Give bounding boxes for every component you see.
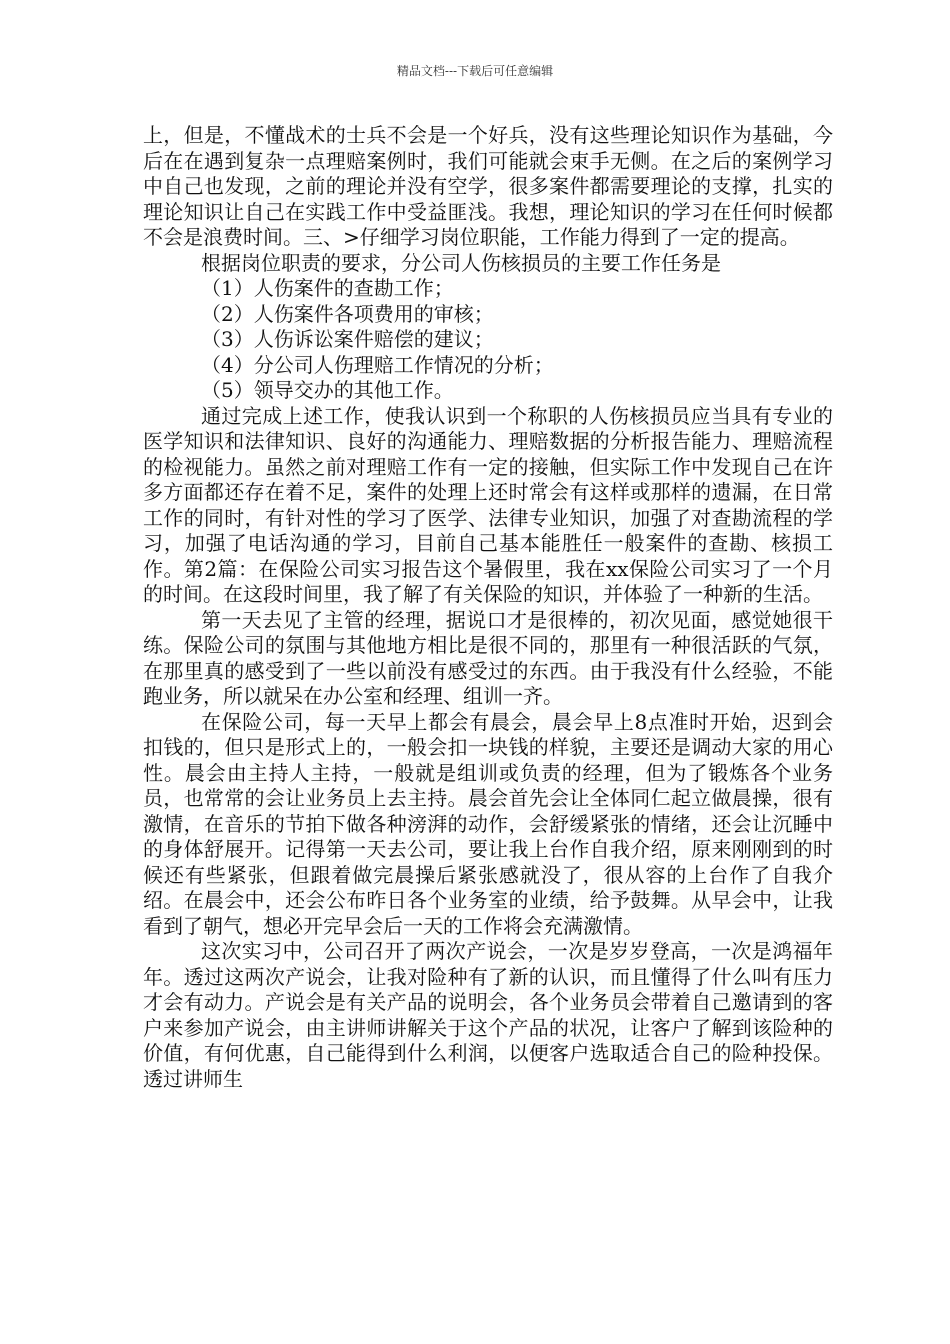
paragraph-3: 通过完成上述工作，使我认识到一个称职的人伤核损员应当具有专业的医学知识和法律知识、良好的沟通能力、理赔数据的分析报告能力、理赔流程的检视能力。虽然之前对理赔工作有一定的接触，但实际工作中发现自己在许多方面都还存在着不足，案件的处理上还时常会有这样或那样的遗漏，在日常工作的同时，有针对性的学习了医学、法律专业知识，加强了对查勘流程的学习，加强了电话沟通的学习，目前自己基本能胜任一般案件的查勘、核损工作。第2篇：在保险公司实习报告这个暑假里，我在xx保险公司实习了一个月的时间。在这段时间里，我了解了有关保险的知识，并体验了一种新的生活。 <box>143 403 833 606</box>
paragraph-4: 第一天去见了主管的经理，据说口才是很棒的，初次见面，感觉她很干练。保险公司的氛围与其他地方相比是很不同的，那里有一种很活跃的气氛，在那里真的感受到了一些以前没有感受过的东西。由于我没有什么经验，不能跑业务，所以就呆在办公室和经理、组训一齐。 <box>143 607 833 708</box>
list-item-2: （2）人伤案件各项费用的审核； <box>201 301 494 326</box>
document-body <box>143 123 833 1092</box>
page-header: 精品文档---下载后可任意编辑 <box>396 64 554 78</box>
paragraph-6: 这次实习中，公司召开了两次产说会，一次是岁岁登高，一次是鸿福年年。透过这两次产说会，让我对险种有了新的认识，而且懂得了什么叫有压力才会有动力。产说会是有关产品的说明会，各个业务员会带着自己邀请到的客户来参加产说会，由主讲师讲解关于这个产品的状况，让客户了解到该险种的价值，有何优惠，自己能得到什么利润，以便客户选取适合自己的险种投保。透过讲师生 <box>143 939 833 1091</box>
paragraph-1: 上，但是，不懂战术的士兵不会是一个好兵，没有这些理论知识作为基础，今后在在遇到复杂一点理赔案例时，我们可能就会束手无侧。在之后的案例学习中自己也发现，之前的理论并没有空学，很多案件都需要理论的支撑，扎实的理论知识让自己在实践工作中受益匪浅。我想，理论知识的学习在任何时候都不会是浪费时间。三、>仔细学习岗位职能，工作能力得到了一定的提高。 <box>143 123 833 249</box>
list-item-5: （5）领导交办的其他工作。 <box>201 378 454 402</box>
list-item-3: （3）人伤诉讼案件赔偿的建议； <box>201 327 494 351</box>
paragraph-5: 在保险公司，每一天早上都会有晨会，晨会早上8点准时开始，迟到会扣钱的，但只是形式上的，一般会扣一块钱的样貌，主要还是调动大家的用心性。晨会由主持人主持，一般就是组训或负责的经理，但为了锻炼各个业务员，也常常的会让业务员上去主持。晨会首先会让全体同仁起立做晨操，很有激情，在音乐的节拍下做各种滂湃的动作，会舒缓紧张的情绪，还会让沉睡中的身体舒展开。记得第一天去公司，要让我上台作自我介绍，原来刚刚到的时候还有些紧张，但跟着做完晨操后紧张感就没了，很从容的上台作了自我介绍。在晨会中，还会公布昨日各个业务室的业绩，给予鼓舞。从早会中，让我看到了朝气，想必开完早会后一天的工作将会充满激情。 <box>143 709 833 938</box>
list-item-1: （1）人伤案件的查勘工作； <box>201 276 454 300</box>
list-item-4: （4）分公司人伤理赔工作情况的分析； <box>201 352 554 377</box>
paragraph-2: 根据岗位职责的要求，分公司人伤核损员的主要工作任务是 <box>201 250 721 275</box>
